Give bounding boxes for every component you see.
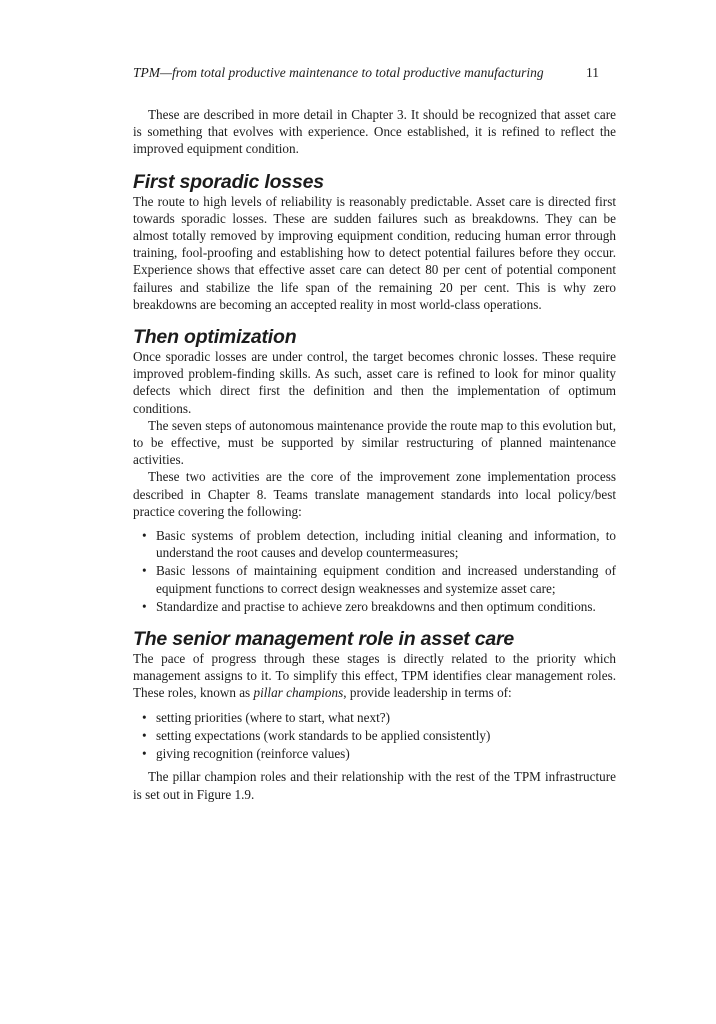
bullet-icon: • [142, 563, 147, 579]
running-title: TPM—from total productive maintenance to total productive manufacturing [133, 65, 544, 80]
intro-paragraph: These are described in more detail in Chapter 3. It should be recognized that asset care is something that evolves with experience. Once established, it is refined to reflect the improved equipment condition. [133, 107, 616, 157]
management-roles-list [133, 709, 616, 763]
senior-management-paragraph [133, 650, 616, 702]
paragraph-text-before: The pace of progress through these stages is directly related to the priority which management assigns to it. To simplify this effect, TPM identifies clear management roles. These roles, known as [133, 651, 616, 701]
pillar-champions-term: pillar champions [253, 685, 344, 701]
list-item-text: Basic lessons of maintaining equipment condition and increased understanding of equipment functions to correct design weaknesses and systemize asset care; [156, 563, 616, 596]
section-heading-senior-management: The senior management role in asset care [133, 628, 515, 651]
bullet-icon: • [142, 598, 147, 614]
page-number: 11 [586, 65, 599, 80]
list-item [133, 598, 616, 615]
section-heading-optimization: Then optimization [133, 326, 297, 349]
paragraph-text-after: , provide leadership in terms of: [343, 685, 512, 701]
list-item [133, 709, 616, 726]
running-header [133, 64, 599, 82]
list-item [133, 745, 616, 762]
optimization-paragraph-2: The seven steps of autonomous maintenance provide the route map to this evolution but, to be effective, must be supported by similar restructuring of planned maintenance activities. [133, 417, 616, 468]
bullet-icon: • [142, 528, 147, 544]
bullet-icon: • [142, 709, 147, 725]
sporadic-losses-paragraph: The route to high levels of reliability is reasonably predictable. Asset care is directed first towards sporadic losses. These are sudden failures such as breakdowns. They can be almost totally removed by improving equipment condition, reducing human error through training, fool-proofing and establishing how to detect potential failures before they occur. Experience shows that effective asset care can detect 80 per cent of potential component failures and stabilize the life span of the remaining 20 per cent. This is why zero breakdowns are becoming an accepted reality in most world-class operations. [133, 193, 616, 312]
list-item-text: giving recognition (reinforce values) [156, 746, 350, 762]
bullet-icon: • [142, 746, 147, 762]
bullet-icon: • [142, 727, 147, 743]
list-item-text: setting priorities (where to start, what next?) [156, 709, 391, 725]
optimization-paragraph-1: Once sporadic losses are under control, the target becomes chronic losses. These require improved problem-finding skills. As such, asset care is refined to look for minor quality defects which direct first the definition and then the implementation of optimum conditions. [133, 349, 616, 416]
body-text [133, 106, 616, 803]
list-item [133, 527, 616, 561]
list-item [133, 562, 616, 596]
optimization-paragraph-3: These two activities are the core of the improvement zone implementation process described in Chapter 8. Teams translate management standards into local policy/best practice covering the following: [133, 469, 616, 519]
list-item-text: setting expectations (work standards to be applied consistently) [156, 727, 491, 743]
list-item [133, 727, 616, 744]
section-heading-sporadic-losses: First sporadic losses [133, 170, 324, 193]
list-item-text: Basic systems of problem detection, including initial cleaning and information, to understand the root causes and develop countermeasures; [156, 528, 616, 561]
policy-bullet-list [133, 527, 616, 615]
list-item-text: Standardize and practise to achieve zero breakdowns and then optimum conditions. [156, 598, 596, 614]
closing-paragraph: The pillar champion roles and their relationship with the rest of the TPM infrastructure is set out in Figure 1.9. [133, 769, 616, 802]
